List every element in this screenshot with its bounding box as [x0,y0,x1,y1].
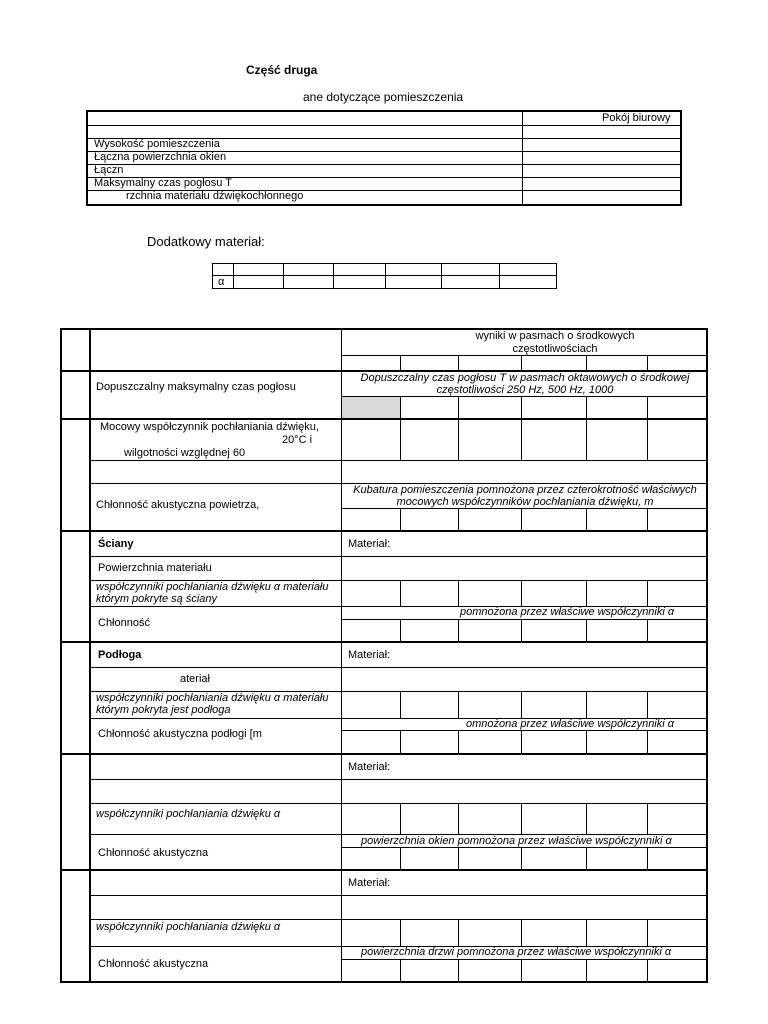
doors-material-label: Materiał: [348,877,391,889]
reverb-note: Dopuszczalny czas pogłosu T w pasmach oktawowych o środkowej częstotliwości 250 Hz, 500 Hz, 1000 [360,372,690,396]
additional-alpha-label: α [218,276,225,288]
room-row-total: Łączn [94,164,124,176]
doors-coef-label: współczynniki pochłaniania dźwięku α [96,921,281,933]
doors-absorption-label: Chłonność akustyczna [98,958,209,970]
floor-absorption-note: omnożona przez właściwe współczynniki α [466,718,675,730]
windows-coef-label: współczynniki pochłaniania dźwięku α [96,808,281,820]
results-header: wyniki w pasmach o środkowych częstotliwościach [475,330,635,355]
walls-material-label: Materiał: [348,538,391,550]
page-title: Część druga [246,63,318,77]
floor-material-label: Materiał: [348,649,391,661]
floor-absorption-label: Chłonność akustyczna podłogi [m [98,728,262,740]
air-absorption-label: Chłonność akustyczna powietrza, [96,499,260,511]
room-row-absorbing-surface: rzchnia materiału dźwiękochłonnego [126,190,304,202]
reverb-label: Dopuszczalny maksymalny czas pogłosu [96,381,296,393]
room-column-header: Pokój biurowy [602,112,671,124]
walls-absorption-note: pomnożona przez właściwe współczynniki α [460,606,675,618]
room-row-height: Wysokość pomieszczenia [94,138,220,150]
windows-absorption-note: powierzchnia okien pomnożona przez właściwe współczynniki α [361,835,672,847]
floor-surface-label: ateriał [180,673,210,685]
additional-material-title: Dodatkowy materiał: [147,234,265,249]
walls-title: Ściany [98,538,134,550]
windows-absorption-label: Chłonność akustyczna [98,847,209,859]
walls-coef-label: współczynniki pochłaniania dźwięku α materiału którym pokryte są ściany [96,581,329,605]
doors-absorption-note: powierzchnia drzwi pomnożona przez właściwe współczynniki α [361,946,672,958]
coef-temperature: 20°C i [282,434,313,446]
floor-title: Podłoga [98,649,142,661]
air-absorption-note: Kubatura pomieszczenia pomnożona przez czterokrotność właściwych mocowych współczynników pochłaniania dźwięku, m [353,484,697,508]
coef-humidity: wilgotności względnej 60 [124,447,246,459]
walls-surface-label: Powierzchnia materiału [98,562,212,574]
room-row-windows-area: Łączna powierzchnia okien [94,151,227,163]
coef-label: Mocowy współczynnik pochłaniania dźwięku, [100,421,319,433]
floor-coef-label: współczynniki pochłaniania dźwięku α materiału którym pokryta jest podłoga [96,692,329,716]
windows-material-label: Materiał: [348,761,391,773]
walls-absorption-label: Chłonność [98,617,150,629]
page-subtitle: ane dotyczące pomieszczenia [303,90,464,104]
room-row-max-reverb: Maksymalny czas pogłosu T [94,177,232,189]
